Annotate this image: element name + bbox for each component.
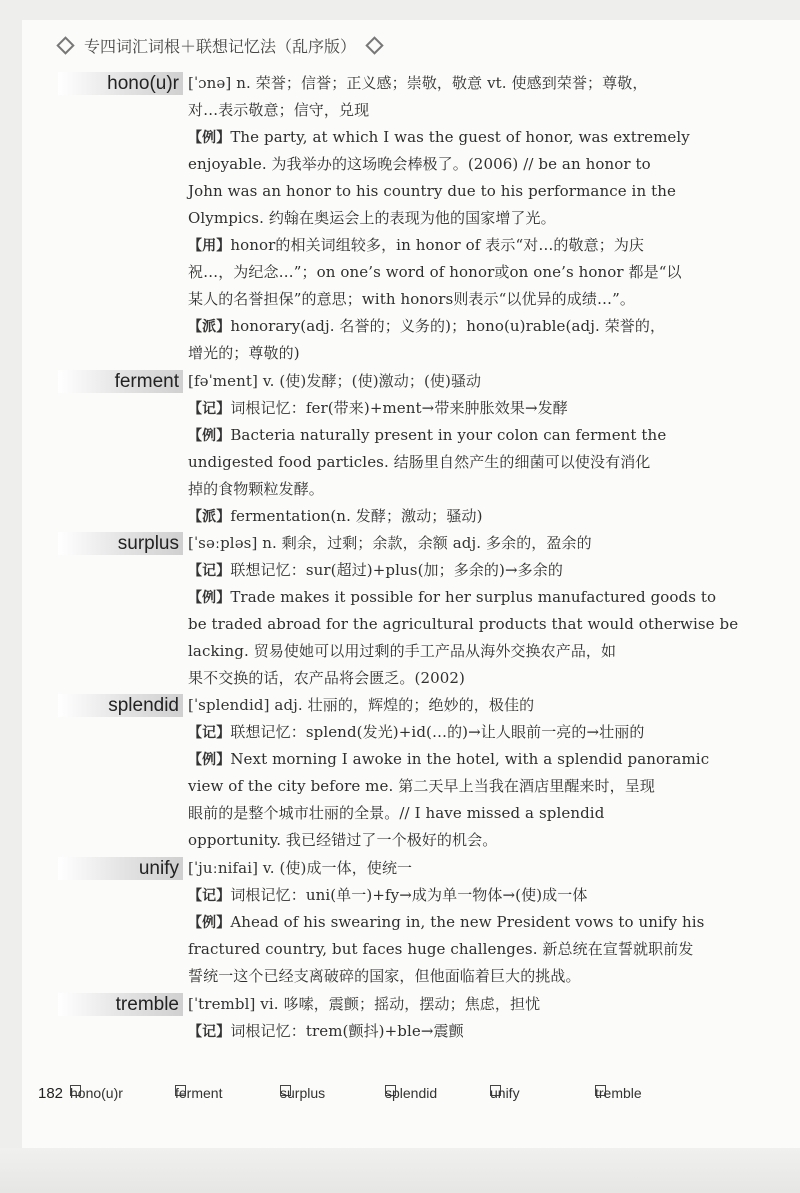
entry-line: view of the city before me. 第二天早上当我在酒店里醒来时，呈现 bbox=[188, 777, 655, 795]
entry-line: lacking. 贸易使她可以用过剩的手工产品从海外交换农产品，如 bbox=[188, 642, 617, 660]
entry-line: Olympics. 约翰在奥运会上的表现为他的国家增了光。 bbox=[188, 209, 556, 227]
entry-line: [ˈsəːpləs] n. 剩余，过剩；余款，余额 adj. 多余的，盈余的 bbox=[188, 534, 592, 552]
headword: splendid bbox=[58, 694, 183, 717]
page-bottom-shadow bbox=[0, 1148, 800, 1193]
diamond-ornament-icon bbox=[365, 36, 383, 54]
checklist-label: ferment bbox=[175, 1085, 223, 1101]
entry-line: 【派】honorary(adj. 名誉的；义务的)；hono(u)rable(adj. 荣誉的， bbox=[188, 317, 666, 335]
entry-line: 某人的名誉担保”的意思；with honors则表示“以优异的成绩…”。 bbox=[188, 290, 635, 308]
entry-line: be traded abroad for the agricultural products that would otherwise be bbox=[188, 615, 739, 633]
checklist-label: unify bbox=[490, 1085, 520, 1101]
entry-line: 【记】联想记忆：splend(发光)+id(…的)→让人眼前一亮的→壮丽的 bbox=[188, 723, 645, 741]
entry-line: [ˈjuːnifai] v. (使)成一体，使统一 bbox=[188, 859, 413, 877]
entry-line: [ˈsplendid] adj. 壮丽的，辉煌的；绝妙的，极佳的 bbox=[188, 696, 535, 714]
entry-line: John was an honor to his country due to his performance in the bbox=[188, 182, 676, 200]
page-footer bbox=[38, 1085, 738, 1107]
checklist-label: splendid bbox=[385, 1085, 438, 1101]
entry-line: enjoyable. 为我举办的这场晚会棒极了。(2006) // be an honor to bbox=[188, 155, 651, 173]
headword: tremble bbox=[58, 993, 183, 1016]
diamond-ornament-icon bbox=[56, 36, 74, 54]
entry-line: undigested food particles. 结肠里自然产生的细菌可以使没有消化 bbox=[188, 453, 651, 471]
entry-line: 果不交换的话，农产品将会匮乏。(2002) bbox=[188, 669, 465, 687]
entry-line: 【派】fermentation(n. 发酵；激动；骚动) bbox=[188, 507, 483, 525]
checklist-label: tremble bbox=[595, 1085, 642, 1101]
entry-line: 对…表示敬意；信守，兑现 bbox=[188, 101, 370, 119]
entry-line: 【记】词根记忆：fer(带来)+ment→带来肿胀效果→发酵 bbox=[188, 399, 568, 417]
entry-line: [ˈtrembl] vi. 哆嗦，震颤；摇动，摆动；焦虑，担忧 bbox=[188, 995, 541, 1013]
checklist-label: hono(u)r bbox=[70, 1085, 123, 1101]
entry-line: [ˈɔnə] n. 荣誉；信誉；正义感；崇敬，敬意 vt. 使感到荣誉；尊敬， bbox=[188, 74, 648, 92]
entry-line: 【例】Bacteria naturally present in your colon can ferment the bbox=[188, 426, 667, 444]
entry-line: opportunity. 我已经错过了一个极好的机会。 bbox=[188, 831, 498, 849]
entry-line: 增光的；尊敬的) bbox=[188, 344, 300, 362]
entry-line: [fəˈment] v. (使)发酵；(使)激动；(使)骚动 bbox=[188, 372, 482, 390]
checklist-label: surplus bbox=[280, 1085, 326, 1101]
entry-line: 祝…，为纪念…”；on one’s word of honor或on one’s honor 都是“以 bbox=[188, 263, 682, 281]
entry-line: 誓统一这个已经支离破碎的国家，但他面临着巨大的挑战。 bbox=[188, 967, 581, 985]
entry-line: 【记】词根记忆：trem(颤抖)+ble→震颤 bbox=[188, 1022, 464, 1040]
entry-line: 眼前的是整个城市壮丽的全景。// I have missed a splendid bbox=[188, 804, 605, 822]
entry-line: 【例】Next morning I awoke in the hotel, with a splendid panoramic bbox=[188, 750, 710, 768]
entry-line: 【记】词根记忆：uni(单一)+fy→成为单一物体→(使)成一体 bbox=[188, 886, 588, 904]
entry-line: 掉的食物颗粒发酵。 bbox=[188, 480, 324, 498]
running-header bbox=[55, 33, 385, 57]
entry-line: 【例】Ahead of his swearing in, the new President vows to unify his bbox=[188, 913, 705, 931]
entry-line: 【例】Trade makes it possible for her surplus manufactured goods to bbox=[188, 588, 717, 606]
headword: unify bbox=[58, 857, 183, 880]
entry-line: 【例】The party, at which I was the guest of honor, was extremely bbox=[188, 128, 690, 146]
entry-line: 【记】联想记忆：sur(超过)+plus(加；多余的)→多余的 bbox=[188, 561, 563, 579]
page-number: 182 bbox=[38, 1085, 64, 1102]
headword: surplus bbox=[58, 532, 183, 555]
headword: ferment bbox=[58, 370, 183, 393]
entry-line: 【用】honor的相关词组较多，in honor of 表示“对…的敬意；为庆 bbox=[188, 236, 645, 254]
header-title: 专四词汇词根＋联想记忆法（乱序版） bbox=[84, 36, 357, 56]
entry-line: fractured country, but faces huge challenges. 新总统在宣誓就职前发 bbox=[188, 940, 694, 958]
headword: hono(u)r bbox=[58, 72, 183, 95]
